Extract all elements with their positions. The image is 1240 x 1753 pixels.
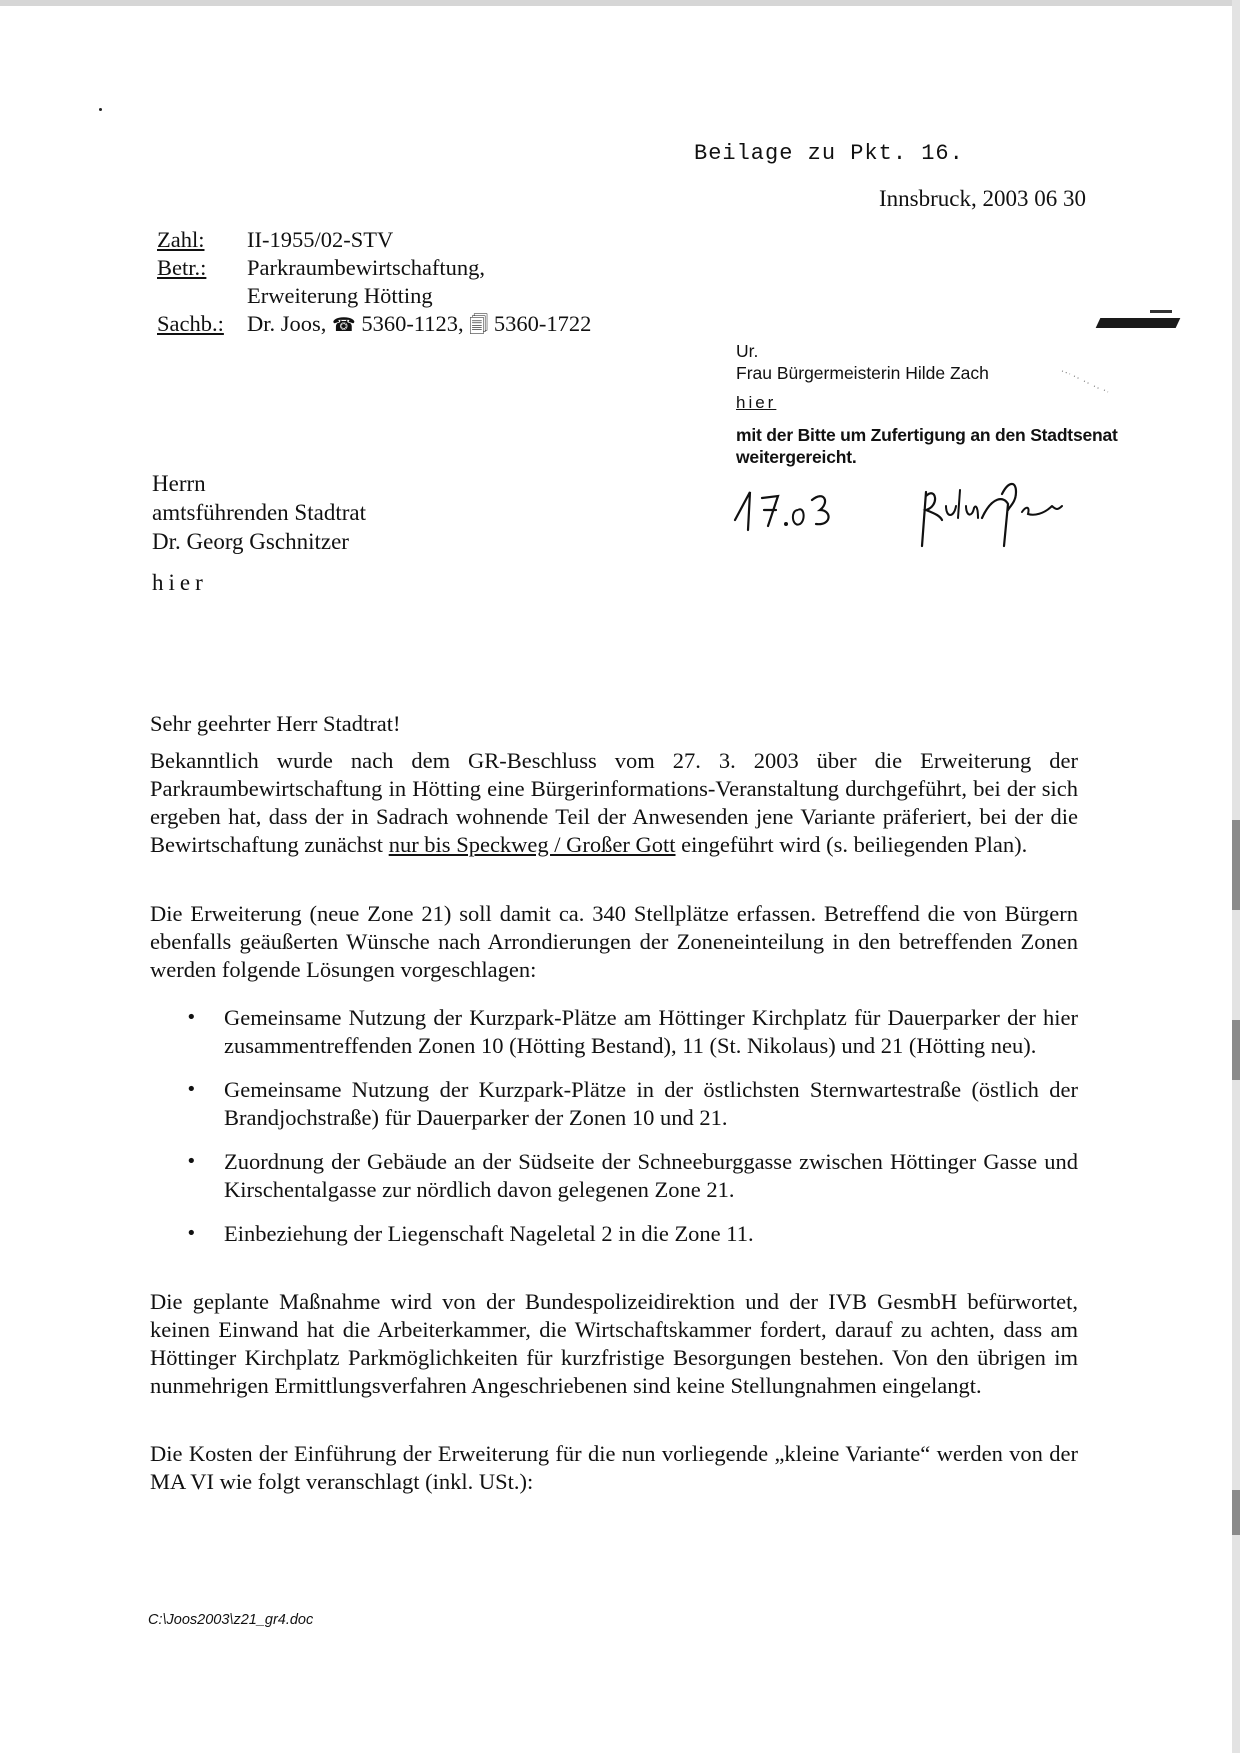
stamp-request-line-2: weitergereicht. xyxy=(736,447,857,467)
list-item: • Einbeziehung der Liegenschaft Nageletal 2 in die Zone 11. xyxy=(186,1220,1078,1248)
stamp-hier: hier xyxy=(736,393,777,412)
paragraph-1-start: Bekanntlich wurde nach dem GR-Beschluss vom 27. 3. 2003 über die Erweiterung der Parkraumbewirtschaftung in Hötting eine Bürgerinformations-Veranstaltung durchgeführt, bei der sich ergeben hat, dass der in Sadrach wohnende Teil der Anwesenden jene Variante präferiert, bei der die Bewirtschaftung zunächst xyxy=(150,748,1078,857)
zahl-label: Zahl: xyxy=(157,227,205,252)
paragraph-1 xyxy=(150,747,1078,859)
scan-speck xyxy=(99,108,102,111)
scan-edge-right xyxy=(1232,0,1240,1753)
recipient-line-3: Dr. Georg Gschnitzer xyxy=(152,529,349,554)
paragraph-4: Die Kosten der Einführung der Erweiterung für die nun vorliegende „kleine Variante“ werden von der MA VI wie folgt veranschlagt (inkl. USt.): xyxy=(150,1441,1078,1494)
reference-block xyxy=(157,226,591,339)
stamp-recipient: Frau Bürgermeisterin Hilde Zach xyxy=(736,363,989,383)
stamp-dots xyxy=(1060,368,1120,398)
stamp-request-line-1: mit der Bitte um Zufertigung an den Stadtsenat xyxy=(736,425,1118,445)
attachment-note: Beilage zu Pkt. 16. xyxy=(694,141,964,166)
zahl-value: II-1955/02-STV xyxy=(247,227,394,252)
list-item: • Gemeinsame Nutzung der Kurzpark-Plätze in der östlichsten Sternwartestraße (östlich der Brandjochstraße) für Dauerparker der Zonen 10 und 21. xyxy=(186,1076,1078,1132)
paragraph-3: Die geplante Maßnahme wird von der Bundespolizeidirektion und der IVB GesmbH befürwortet, keinen Einwand hat die Arbeiterkammer, die Wirtschaftskammer fordert, darauf zu achten, dass am Höttinger Kirchplatz Parkmöglichkeiten für kurzfristige Besorgungen bestehen. Von den übrigen im nunmehrigen Ermittlungsverfahren Angeschriebenen sind keine Stellungnahmen eingelangt. xyxy=(150,1289,1078,1398)
betr-line-1: Parkraumbewirtschaftung, xyxy=(247,255,486,280)
file-path: C:\Joos2003\z21_gr4.doc xyxy=(148,1612,314,1628)
stamp-ur: Ur. xyxy=(736,341,759,361)
list-item: • Gemeinsame Nutzung der Kurzpark-Plätze am Höttinger Kirchplatz für Dauerparker der hier zusammentreffenden Zonen 10 (Hötting Bestand), 11 (St. Nikolaus) und 21 (Hötting neu). xyxy=(186,1004,1078,1060)
phone-number: 5360-1123, xyxy=(361,311,464,336)
scan-edge-top xyxy=(0,0,1240,6)
betr-line-2: Erweiterung Hötting xyxy=(247,283,433,308)
stamp-request xyxy=(736,424,1118,468)
list-item: • Zuordnung der Gebäude an der Südseite der Schneeburggasse zwischen Höttinger Gasse und Kirschentalgasse zur nördlich davon gelegenen Zone 21. xyxy=(186,1148,1078,1204)
proposal-list xyxy=(186,1004,1078,1264)
fax-icon: 🗐 xyxy=(469,314,489,336)
fax-number: 5360-1722 xyxy=(493,311,592,336)
paragraph-1-underlined: nur bis Speckweg / Großer Gott xyxy=(388,832,676,857)
recipient-hier: hier xyxy=(152,570,208,595)
paragraph-1-end: eingeführt wird (s. beiliegenden Plan). xyxy=(675,832,1028,857)
recipient-address xyxy=(152,469,366,597)
stamp-mark-arrow xyxy=(1150,310,1172,313)
phone-icon: ☎ xyxy=(332,314,356,336)
sachb-name: Dr. Joos, xyxy=(247,311,327,336)
salutation: Sehr geehrter Herr Stadtrat! xyxy=(150,711,401,736)
betr-label: Betr.: xyxy=(157,255,207,280)
handwritten-date xyxy=(732,480,852,540)
stamp-mark xyxy=(1096,318,1181,328)
sachb-label: Sachb.: xyxy=(157,311,224,336)
paragraph-2: Die Erweiterung (neue Zone 21) soll damit ca. 340 Stellplätze erfassen. Betreffend die von Bürgern ebenfalls geäußerten Wünsche nach Arrondierungen der Zoneneinteilung in den betreffenden Zonen werden folgende Lösungen vorgeschlagen: xyxy=(150,901,1078,982)
recipient-line-2: amtsführenden Stadtrat xyxy=(152,500,366,525)
recipient-line-1: Herrn xyxy=(152,471,206,496)
signature xyxy=(912,476,1082,556)
forwarding-stamp xyxy=(736,340,1118,468)
place-date: Innsbruck, 2003 06 30 xyxy=(879,186,1086,211)
